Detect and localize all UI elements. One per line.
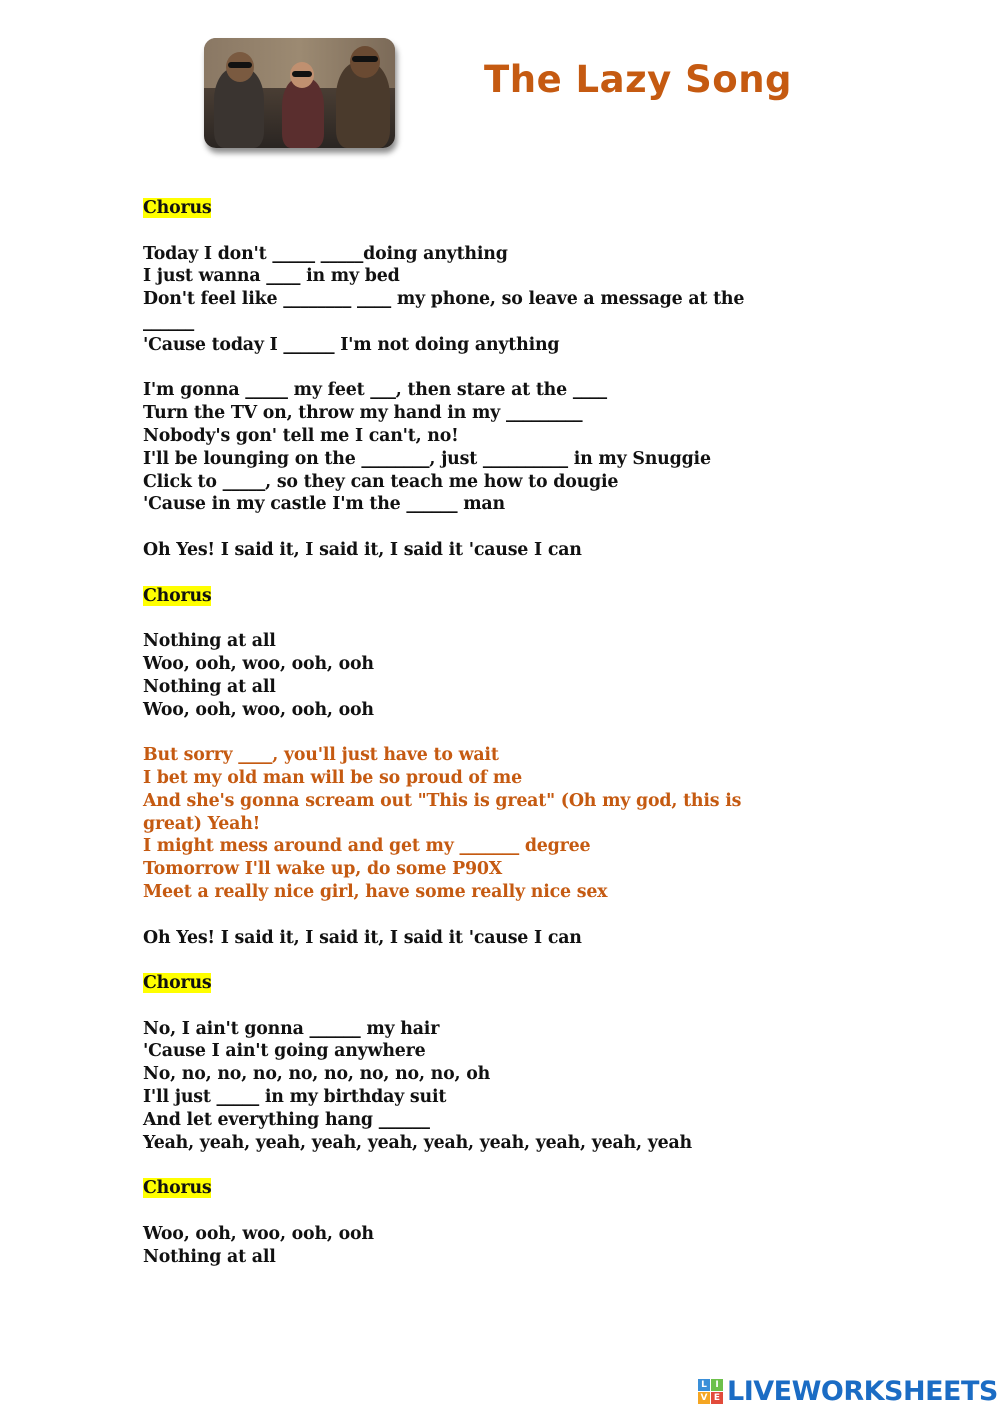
lyric-line: And she's gonna scream out "This is great" (Oh my god, this is — [143, 790, 742, 811]
lyric-line: Nothing at all — [143, 1246, 276, 1267]
chorus-label — [143, 197, 843, 220]
lyric-line: Nobody's gon' tell me I can't, no! — [143, 425, 459, 446]
chorus-label-text: Chorus — [143, 585, 212, 606]
stanza-gap — [143, 516, 843, 539]
lyric-line: Nothing at all — [143, 676, 276, 697]
chorus-label-text: Chorus — [143, 198, 212, 218]
music-video-photo — [204, 38, 395, 148]
lyric-line: great) Yeah! — [143, 813, 261, 834]
lyric-line: I'll be lounging on the ________, just __________ in my Snuggie — [143, 448, 711, 469]
stanza-gap — [143, 1200, 843, 1223]
lyric-line: I bet my old man will be so proud of me — [143, 767, 522, 788]
chorus-label — [143, 972, 843, 995]
lyric-line: Oh Yes! I said it, I said it, I said it 'cause I can — [143, 539, 582, 560]
lyric-line: I just wanna ____ in my bed — [143, 266, 400, 287]
lyric-line: 'Cause today I ______ I'm not doing anything — [143, 334, 560, 355]
lyric-line: I'm gonna _____ my feet ___, then stare at the ____ — [143, 380, 607, 401]
lyric-line: 'Cause in my castle I'm the ______ man — [143, 494, 505, 515]
lyric-line: I might mess around and get my _______ degree — [143, 836, 591, 857]
lyric-line: I'll just _____ in my birthday suit — [143, 1087, 447, 1108]
page-title: The Lazy Song — [484, 58, 793, 101]
stanza-gap — [143, 949, 843, 972]
lyric-line: ______ — [143, 311, 194, 332]
lyric-line: Yeah, yeah, yeah, yeah, yeah, yeah, yeah, yeah, yeah, yeah — [143, 1132, 692, 1153]
lyric-line: No, no, no, no, no, no, no, no, no, oh — [143, 1064, 491, 1085]
brand-name: LIVEWORKSHEETS — [727, 1376, 998, 1407]
lyric-line: Woo, ooh, woo, ooh, ooh — [143, 1223, 374, 1244]
lyric-line: Woo, ooh, woo, ooh, ooh — [143, 653, 374, 674]
stanza-gap — [143, 995, 843, 1018]
stanza-gap — [143, 220, 843, 243]
lyric-line: Oh Yes! I said it, I said it, I said it 'cause I can — [143, 927, 582, 948]
stanza-gap — [143, 562, 843, 585]
lyric-line: Turn the TV on, throw my hand in my _________ — [143, 403, 583, 424]
lyric-line: Tomorrow I'll wake up, do some P90X — [143, 859, 503, 880]
lyric-line: Today I don't _____ _____doing anything — [143, 243, 508, 264]
stanza-gap — [143, 607, 843, 630]
lyric-line: Nothing at all — [143, 631, 276, 652]
logo-icon: L I V E — [698, 1379, 723, 1404]
chorus-label-text: Chorus — [143, 973, 212, 994]
stanza-gap — [143, 904, 843, 927]
lyric-line: Don't feel like ________ ____ my phone, so leave a message at the — [143, 289, 745, 310]
lyric-line: But sorry ____, you'll just have to wait — [143, 745, 499, 766]
lyric-line: Woo, ooh, woo, ooh, ooh — [143, 699, 374, 720]
lyric-line: Click to _____, so they can teach me how to dougie — [143, 471, 619, 492]
stanza-gap — [143, 721, 843, 744]
liveworksheets-logo — [698, 1376, 998, 1407]
lyric-line: 'Cause I ain't going anywhere — [143, 1041, 426, 1062]
chorus-label — [143, 1177, 843, 1200]
stanza-gap — [143, 1154, 843, 1177]
lyric-line: And let everything hang ______ — [143, 1109, 430, 1130]
lyric-line: No, I ain't gonna ______ my hair — [143, 1018, 440, 1039]
chorus-label — [143, 585, 843, 608]
lyric-line: Meet a really nice girl, have some really nice sex — [143, 881, 608, 902]
stanza-gap — [143, 357, 843, 380]
chorus-label-text: Chorus — [143, 1178, 212, 1199]
lyrics-body — [143, 197, 843, 1268]
